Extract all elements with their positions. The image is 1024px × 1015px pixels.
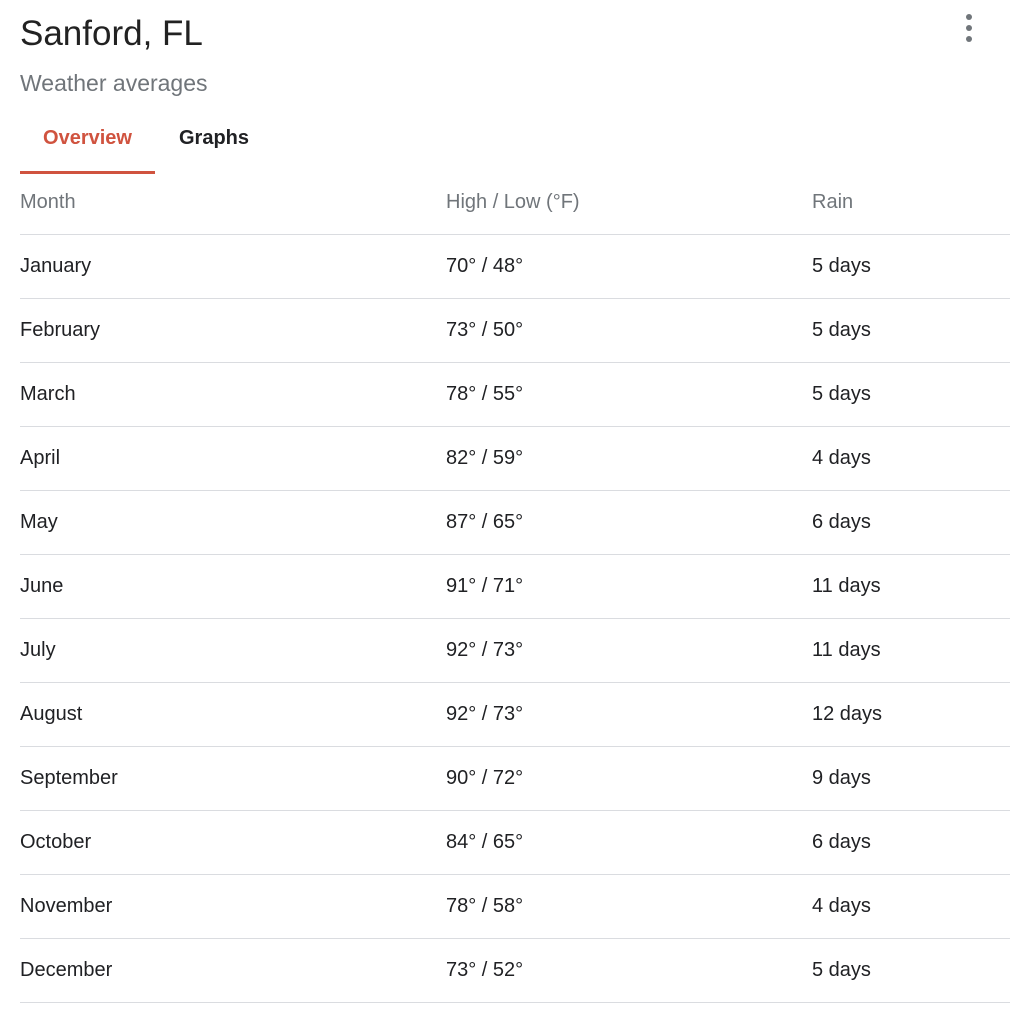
rain-cell: 9 days (812, 767, 871, 789)
rain-cell: 11 days (812, 575, 881, 597)
temp-cell: 92° / 73° (446, 639, 524, 661)
table-row (20, 299, 1010, 363)
more-options-button[interactable] (954, 10, 984, 46)
month-cell: September (20, 767, 118, 789)
month-cell: July (20, 639, 56, 661)
rain-cell: 11 days (812, 639, 881, 661)
temp-cell: 91° / 71° (446, 575, 524, 597)
more-vert-icon (966, 14, 972, 20)
table-row (20, 811, 1010, 875)
rain-cell: 6 days (812, 831, 871, 853)
month-cell: January (20, 255, 92, 277)
more-vert-icon-dot (966, 25, 972, 31)
temp-cell: 84° / 65° (446, 831, 524, 853)
column-header-month: Month (20, 191, 76, 213)
rain-cell: 4 days (812, 895, 871, 917)
tab-overview-label: Overview (43, 127, 132, 149)
temp-cell: 73° / 50° (446, 319, 524, 341)
rain-cell: 12 days (812, 703, 883, 725)
month-cell: November (20, 895, 113, 917)
rain-cell: 5 days (812, 383, 871, 405)
rain-cell: 6 days (812, 511, 871, 533)
table-row (20, 363, 1010, 427)
month-cell: October (20, 831, 92, 853)
month-cell: March (20, 383, 76, 405)
table-row (20, 555, 1010, 619)
weather-averages-card (20, 0, 1010, 1015)
tab-overview[interactable] (20, 112, 155, 172)
weather-table (20, 171, 1010, 1003)
tab-graphs-label: Graphs (178, 127, 250, 149)
temp-cell: 78° / 58° (446, 895, 524, 917)
temp-cell: 82° / 59° (446, 447, 524, 469)
temp-cell: 92° / 73° (446, 703, 524, 725)
month-cell: December (20, 959, 113, 981)
table-row (20, 235, 1010, 299)
table-row (20, 747, 1010, 811)
page-subtitle: Weather averages (20, 70, 208, 96)
temp-cell: 78° / 55° (446, 383, 524, 405)
temp-cell: 70° / 48° (446, 255, 524, 277)
month-cell: June (20, 575, 64, 597)
temp-cell: 73° / 52° (446, 959, 524, 981)
table-header-row (20, 171, 1010, 235)
column-header-high-low: High / Low (°F) (446, 191, 580, 213)
column-header-rain: Rain (812, 191, 854, 213)
rain-cell: 5 days (812, 319, 871, 341)
table-row (20, 939, 1010, 1003)
more-vert-icon-dot (966, 36, 972, 42)
rain-cell: 4 days (812, 447, 871, 469)
month-cell: August (20, 703, 83, 725)
table-row (20, 875, 1010, 939)
month-cell: February (20, 319, 101, 341)
table-row (20, 427, 1010, 491)
tab-graphs[interactable] (155, 112, 273, 172)
month-cell: May (20, 511, 58, 533)
temp-cell: 87° / 65° (446, 511, 524, 533)
table-row (20, 683, 1010, 747)
tab-bar (20, 112, 273, 175)
rain-cell: 5 days (812, 959, 871, 981)
table-row (20, 491, 1010, 555)
table-row (20, 619, 1010, 683)
rain-cell: 5 days (812, 255, 871, 277)
temp-cell: 90° / 72° (446, 767, 524, 789)
month-cell: April (20, 447, 61, 469)
page-title: Sanford, FL (20, 14, 203, 53)
